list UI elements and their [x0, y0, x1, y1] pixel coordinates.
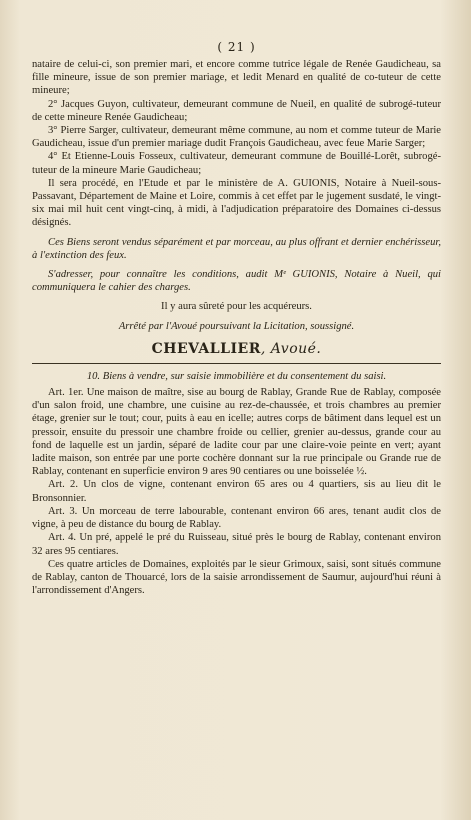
signature-title: , Avoué.: [260, 340, 322, 357]
paragraph-exploitation: Ces quatre articles de Domaines, exploités par le sieur Grimoux, saisi, sont situés commune de Rablay, canton de Thouarcé, lors de la saisie arrondissement de Saumur, aujourd'hui réuni à l'arrondissement d'Angers.: [32, 558, 441, 597]
divider: [32, 363, 441, 364]
signature-name: CHEVALLIER: [151, 340, 261, 357]
article-3: Art. 3. Un morceau de terre labourable, contenant environ 66 ares, tenant audit clos de vigne, à peu de distance du bourg de Rablay.: [32, 505, 441, 531]
paragraph-fosseux: 4° Et Etienne-Louis Fosseux, cultivateur, demeurant commune de Bouillé-Lorêt, subrogé-tuteur de la mineure Marie Gaudicheau;: [32, 151, 441, 176]
page-number: ( 21 ): [217, 40, 256, 54]
paragraph-vente: Ces Biens seront vendus séparément et par morceau, au plus offrant et dernier enchérisseur, à l'extinction des feux.: [32, 236, 441, 261]
signature: [32, 341, 441, 357]
article-1: Art. 1er. Une maison de maître, sise au bourg de Rablay, Grande Rue de Rablay, composée d'un salon froid, une chambre, une cuisine au rez-de-chaussée, et trois chambres au premier étage, grenier sur le tout; cour, puits à eau en icelle; autres corps de bâtiment dans lequel est un pressoir, ensuite du pressoir une chambre froide ou cellier, grenier au-dessus, grande cour au fond de laquelle est un jardin, séparé de ladite cour par une claire-voie peinte en vert; ayant ladite maison, son entrée par une porte cochère donnant sur la rue principale ou Grande rue de Rablay, contenant en superficie environ 9 ares 90 centiares ou une boisselée ½.: [32, 387, 441, 478]
article-4: Art. 4. Un pré, appelé le pré du Ruisseau, situé près le bourg de Rablay, contenant environ 32 ares 95 centiares.: [32, 532, 441, 557]
paragraph-surete: Il y aura sûreté pour les acquéreurs.: [161, 301, 312, 313]
article-2: Art. 2. Un clos de vigne, contenant environ 65 ares ou 4 quartiers, sis au lieu dit le Bronsonnier.: [32, 479, 441, 504]
paragraph-arrete: Arrêté par l'Avoué poursuivant la Licitation, soussigné.: [118, 320, 355, 332]
paragraph-sarger: 3° Pierre Sarger, cultivateur, demeurant même commune, au nom et comme tuteur de Marie Gaudicheau, issue d'un premier mariage dudit François Gaudicheau, avec feue Marie Sarger;: [32, 125, 441, 150]
paragraph-guyon: 2° Jacques Guyon, cultivateur, demeurant commune de Nueil, en qualité de subrogé-tuteur de cette mineure Renée Gaudicheau;: [32, 98, 441, 123]
section-heading: 10. Biens à vendre, sur saisie immobilière et du consentement du saisi.: [86, 370, 387, 382]
paragraph-procedure: Il sera procédé, en l'Etude et par le ministère de A. GUIONIS, Notaire à Nueil-sous-Passavant, Département de Maine et Loire, commis à cet effet par le jugement susdaté, le vingt-six mai mil huit cent vingt-cinq, à midi, à l'adjudication préparatoire des Domaines ci-dessus désignés.: [32, 177, 441, 229]
paragraph-adresser: S'adresser, pour connaître les conditions, audit Mᵉ GUIONIS, Notaire à Nueil, qui communiquera le cahier des charges.: [32, 269, 441, 294]
paragraph-tutrice: nataire de celui-ci, son premier mari, et encore comme tutrice légale de Renée Gaudicheau, sa fille mineure, issue de son premier mariage, et ledit Menard en qualité de co-tuteur de cette mineure;: [32, 59, 441, 97]
